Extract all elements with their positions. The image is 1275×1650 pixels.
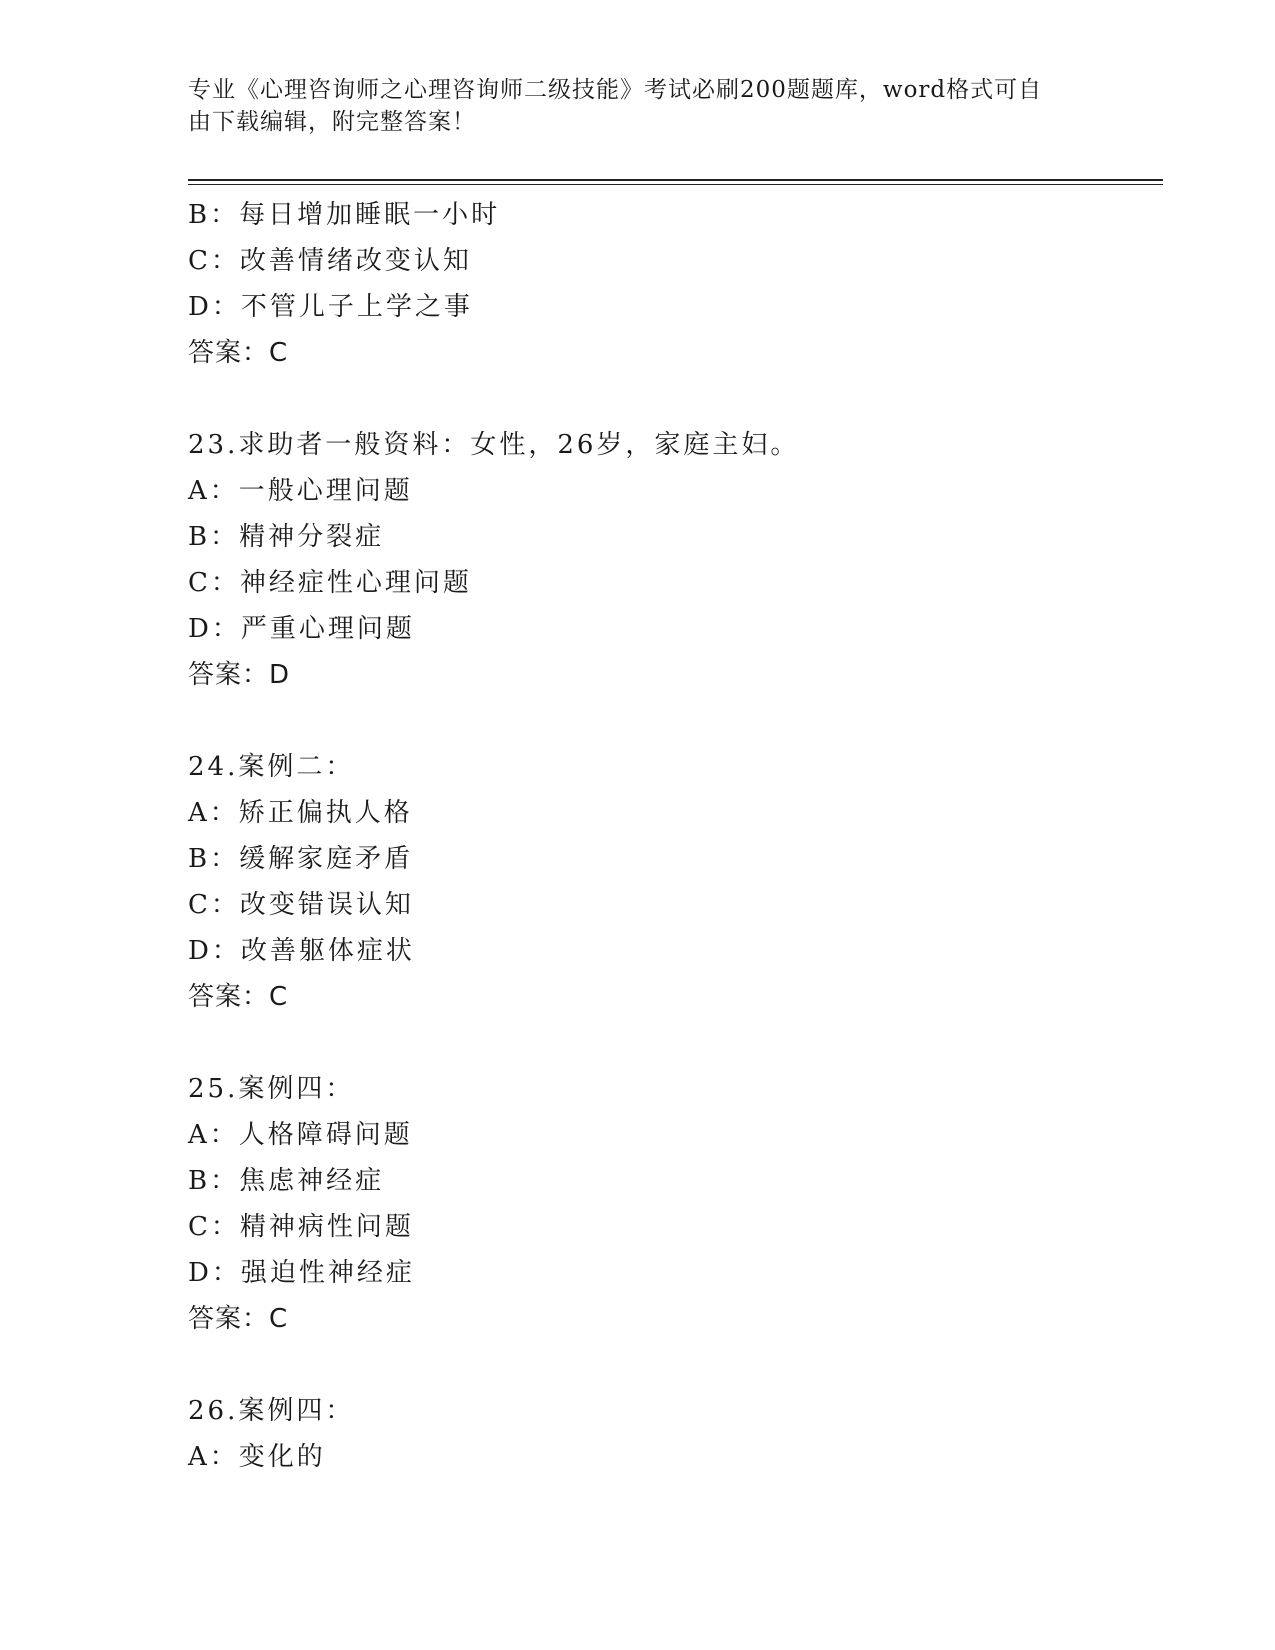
question-stem: 25.案例四： bbox=[188, 1074, 355, 1104]
question-stem: 26.案例四： bbox=[188, 1396, 355, 1426]
spacer bbox=[188, 698, 1163, 744]
option-b: B：焦虑神经症 bbox=[188, 1166, 385, 1196]
question-24 bbox=[188, 744, 1163, 1020]
option-d: D：不管儿子上学之事 bbox=[188, 292, 473, 322]
document-header bbox=[188, 74, 1088, 138]
question-stem: 23.求助者一般资料：女性，26岁，家庭主妇。 bbox=[188, 430, 800, 460]
question-23 bbox=[188, 422, 1163, 698]
spacer bbox=[188, 376, 1163, 422]
option-c: C：改善情绪改变认知 bbox=[188, 246, 472, 276]
spacer bbox=[188, 1020, 1163, 1066]
option-d: D：强迫性神经症 bbox=[188, 1258, 415, 1288]
option-c: C：精神病性问题 bbox=[188, 1212, 414, 1242]
question-list bbox=[188, 192, 1163, 1480]
question-26 bbox=[188, 1388, 1163, 1480]
answer-line: 答案：C bbox=[188, 1304, 289, 1334]
option-c: C：改变错误认知 bbox=[188, 890, 414, 920]
option-b: B：缓解家庭矛盾 bbox=[188, 844, 414, 874]
header-line-2: 由下载编辑，附完整答案！ bbox=[188, 109, 476, 135]
header-divider-top bbox=[188, 179, 1163, 181]
header-divider-bottom bbox=[188, 184, 1163, 185]
question-22-continued bbox=[188, 192, 1163, 376]
option-b: B：每日增加睡眠一小时 bbox=[188, 200, 501, 230]
question-stem: 24.案例二： bbox=[188, 752, 355, 782]
option-c: C：神经症性心理问题 bbox=[188, 568, 472, 598]
option-b: B：精神分裂症 bbox=[188, 522, 385, 552]
answer-line: 答案：C bbox=[188, 338, 289, 368]
option-d: D：严重心理问题 bbox=[188, 614, 415, 644]
spacer bbox=[188, 1342, 1163, 1388]
option-d: D：改善躯体症状 bbox=[188, 936, 415, 966]
option-a: A：矫正偏执人格 bbox=[188, 798, 413, 828]
answer-line: 答案：D bbox=[188, 660, 291, 690]
option-a: A：人格障碍问题 bbox=[188, 1120, 413, 1150]
header-line-1: 专业《心理咨询师之心理咨询师二级技能》考试必刷200题题库，word格式可自 bbox=[188, 77, 1043, 103]
question-25 bbox=[188, 1066, 1163, 1342]
answer-line: 答案：C bbox=[188, 982, 289, 1012]
option-a: A：变化的 bbox=[188, 1442, 326, 1472]
option-a: A：一般心理问题 bbox=[188, 476, 413, 506]
